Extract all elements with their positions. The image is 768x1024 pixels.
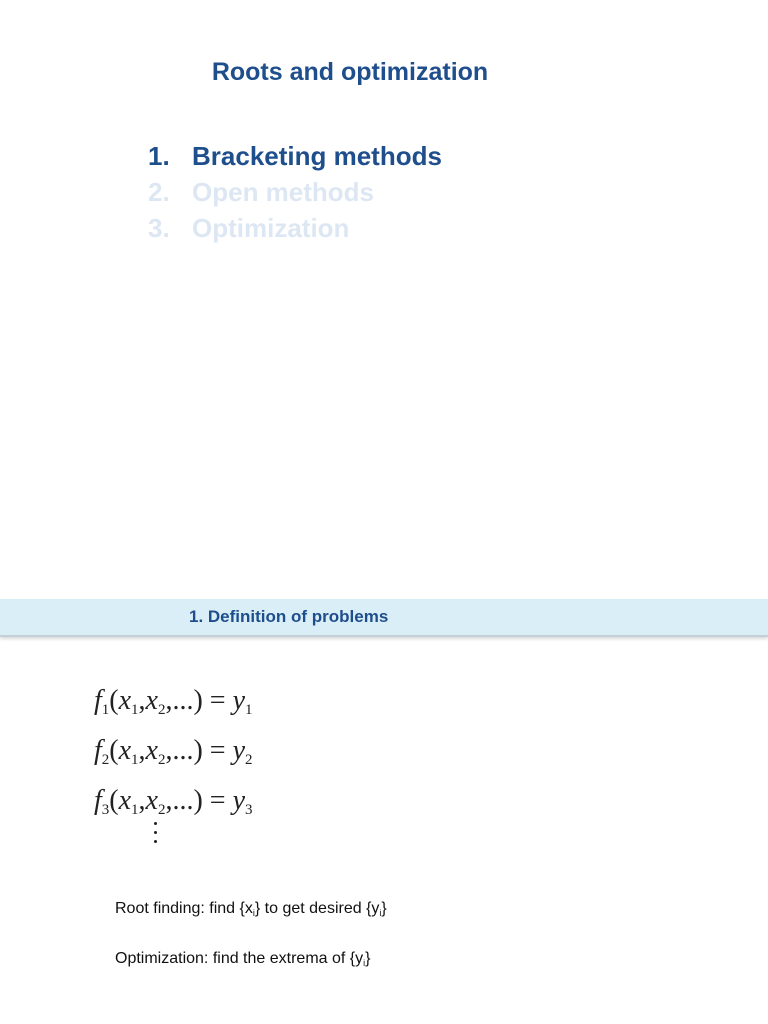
section-title: 1. Definition of problems bbox=[189, 607, 389, 626]
outline-label: Open methods bbox=[192, 177, 375, 207]
root-finding-note: Root finding: find $\{x_i\}$ to get desired $\{y_i\}$ bbox=[115, 900, 387, 918]
outline-label: Bracketing methods bbox=[192, 141, 442, 171]
outline-item-optimization bbox=[148, 210, 442, 246]
outline-item-bracketing-methods bbox=[148, 138, 442, 174]
outline-list bbox=[148, 138, 442, 246]
slide-title: Roots and optimization bbox=[211, 58, 489, 86]
equation-row: $f_3(x_1,x_2,...) = y_3$ bbox=[94, 785, 253, 818]
outline-item-open-methods bbox=[148, 174, 442, 210]
equation-row: $f_1(x_1,x_2,...) = y_1$ bbox=[94, 685, 253, 718]
vertical-ellipsis bbox=[150, 822, 160, 848]
section-header-bar bbox=[0, 599, 768, 637]
outline-number: 1. bbox=[148, 141, 170, 171]
outline-number: 2. bbox=[148, 177, 170, 207]
optimization-note: Optimization: find the extrema of $\{y_i\}$ bbox=[115, 950, 371, 968]
equation-row: $f_2(x_1,x_2,...) = y_2$ bbox=[94, 735, 253, 768]
outline-label: Optimization bbox=[192, 213, 350, 243]
equation-system bbox=[94, 676, 253, 826]
outline-number: 3. bbox=[148, 213, 170, 243]
